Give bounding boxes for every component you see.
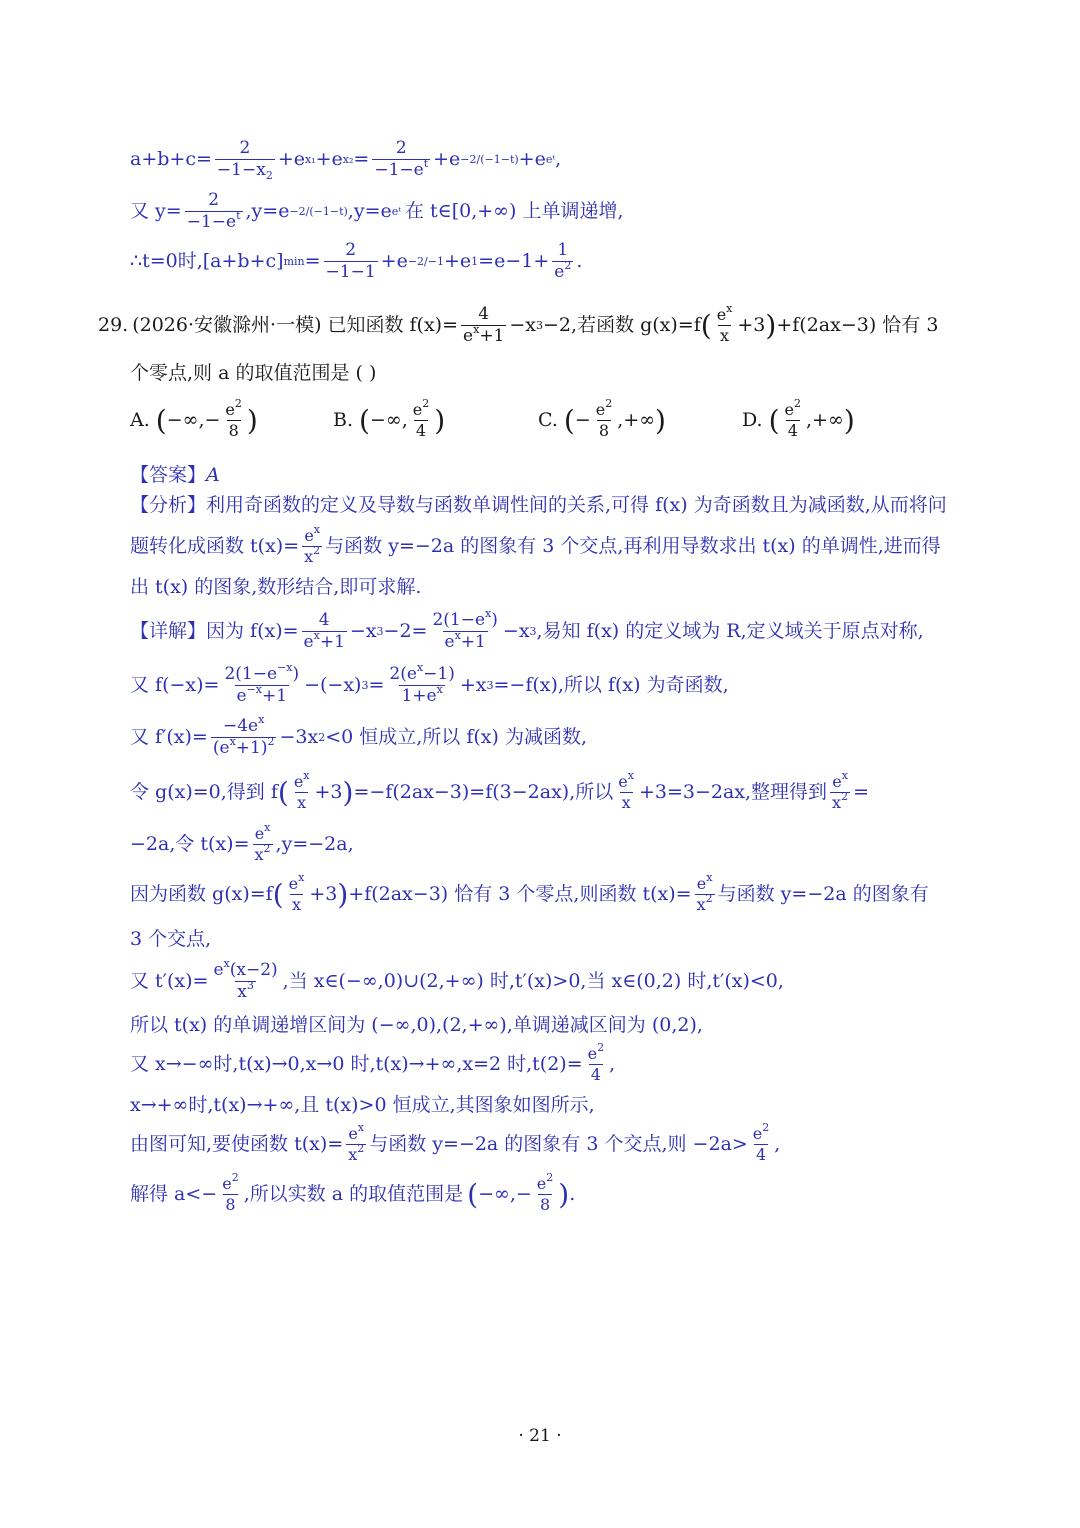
option-label: D. [742,409,763,431]
option-label: C. [538,409,558,431]
question-stem-line-2: 个零点,则 a 的取值范围是 ( ) [130,362,377,384]
solution-line-2: 又 y= $\frac{2}{-1-e^t}$ ,y=e −2/(−1−t) ,y=e eᵗ 在 t∈[0,+∞) 上单调递增, [130,190,624,232]
page-number: · 21 · [518,1426,562,1446]
option-b[interactable]: B. ( −∞, $\frac{e^2}{4}$ ) [333,397,446,440]
detail-line-11: x→+∞时,t(x)→+∞,且 t(x)>0 恒成立,其图象如图所示, [130,1094,595,1116]
analysis-line-1: 【分析】利用奇函数的定义及导数与函数单调性间的关系,可得 f(x) 为奇函数且为减函数,从而将问 [130,494,947,516]
analysis-line-2: 题转化成函数 t(x)= $\frac{e^x}{x^2}$ 与函数 y=−2a 的图象有 3 个交点,再利用导数求出 t(x) 的单调性,进而得 [130,523,941,566]
detail-line-6: 因为函数 g(x)=f ( $\frac{e^x}{x}$ +3 ) +f(2ax−3) 恰有 3 个零点,则函数 t(x)= $\frac{e^x}{x^2}$ 与函数 y=−2a 的图象有 [130,871,929,914]
detail-line-7: 3 个交点, [130,928,212,950]
option-label: A. [130,409,150,431]
question-stem: 29. (2026·安徽滁州·一模) 已知函数 f(x)= $\frac{4}{e^x+1}$ −x 3 −2,若函数 g(x)=f ( $\frac{e^x}{x}$ +3 ) +f(2ax−3) 恰有 3 [98,302,939,346]
option-c[interactable]: C. ( − $\frac{e^2}{8}$ ,+∞ ) [538,397,666,440]
detail-line-4: 令 g(x)=0,得到 f ( $\frac{e^x}{x}$ +3 ) =−f(2ax−3)=f(3−2ax),所以 $\frac{e^x}{x}$ +3=3−2ax,整理得到 $\frac{e^x}{x^2}$ = [130,769,869,812]
detail-line-9: 所以 t(x) 的单调递增区间为 (−∞,0),(2,+∞),单调递减区间为 (0,2), [130,1014,703,1036]
analysis-line-3: 出 t(x) 的图象,数形结合,即可求解. [130,576,422,598]
question-number: 29. [98,314,129,336]
solution-line-3: ∴t=0时,[a+b+c] min = $\frac{2}{-1-1}$ +e −2/−1 +e 1 =e−1+ $\frac{1}{e^2}$ . [130,240,583,282]
detail-line-2: 又 f(−x)= $\frac{2(1-e^{-x})}{e^{-x}+1}$ −(−x) 3 = $\frac{2(e^x-1)}{1+e^x}$ +x 3 =−f(x),所以 f(x) 为奇函数, [130,661,729,706]
detail-line-12: 由图可知,要使函数 t(x)= $\frac{e^x}{x^2}$ 与函数 y=−2a 的图象有 3 个交点,则 −2a> $\frac{e^2}{4}$ , [130,1121,781,1164]
option-d[interactable]: D. ( $\frac{e^2}{4}$ ,+∞ ) [742,397,855,440]
answer-line: 【答案】 A [130,464,220,486]
detail-line-13: 解得 a<− $\frac{e^2}{8}$ ,所以实数 a 的取值范围是 ( −∞,− $\frac{e^2}{8}$ ) . [130,1171,576,1214]
detail-line-3: 又 f′(x)= $\frac{-4e^x}{(e^x+1)^2}$ −3x 2 <0 恒成立,所以 f(x) 为减函数, [130,713,587,758]
detail-line-10: 又 x→−∞时,t(x)→0,x→0 时,t(x)→+∞,x=2 时,t(2)= $\frac{e^2}{4}$ , [130,1041,616,1084]
option-a[interactable]: A. ( −∞,− $\frac{e^2}{8}$ ) [130,397,258,440]
detail-line-1: 【详解】因为 f(x)= $\frac{4}{e^x+1}$ −x 3 −2= $\frac{2(1-e^x)}{e^x+1}$ −x 3 ,易知 f(x) 的定义域为 R,定义域关于原点对称, [130,607,924,652]
detail-line-5: −2a,令 t(x)= $\frac{e^x}{x^2}$ ,y=−2a, [130,821,354,864]
answer-value: A [206,464,220,486]
question-source: (2026·安徽滁州·一模) [132,314,322,336]
answer-options [0,397,1080,452]
detail-line-8: 又 t′(x)= $\frac{e^x(x-2)}{x^3}$ ,当 x∈(−∞,0)∪(2,+∞) 时,t′(x)>0,当 x∈(0,2) 时,t′(x)<0, [130,957,784,1002]
option-label: B. [333,409,354,431]
solution-line-1: a+b+c= $\frac{2}{-1-x_2}$ +e x₁ +e x₂ = $\frac{2}{-1-e^t}$ +e −2/(−1−t) +e eᵗ , [130,138,562,182]
